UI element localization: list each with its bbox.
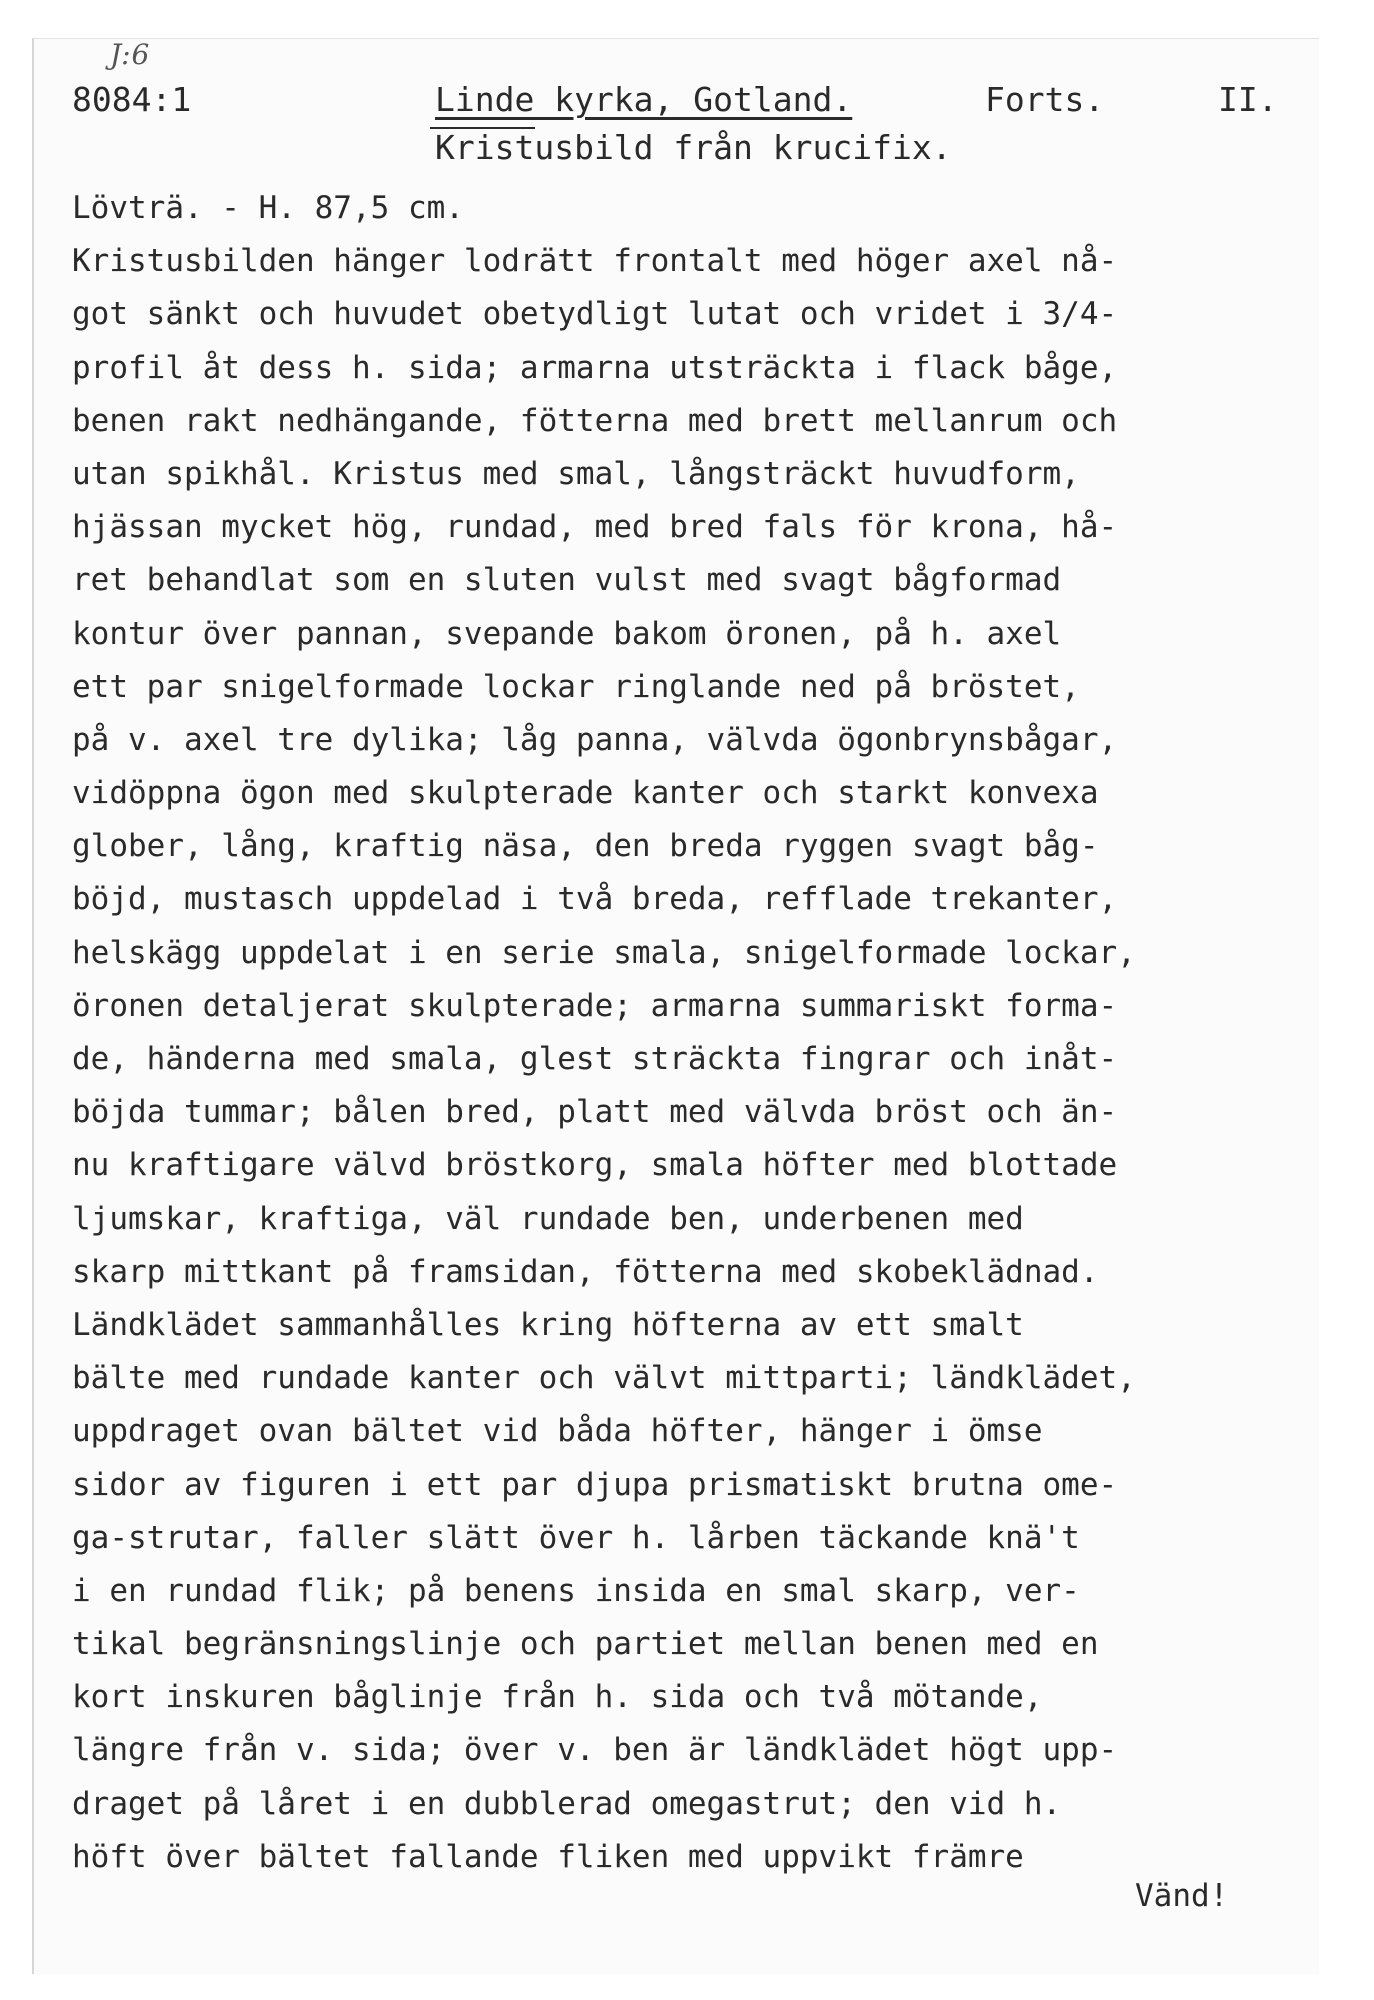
text-line: böjd, mustasch uppdelad i två breda, refflade trekanter, [72,881,1118,918]
text-line: nu kraftigare välvd bröstkorg, smala höfter med blottade [72,1147,1118,1184]
text-line: de, händerna med smala, glest sträckta fingrar och inåt- [72,1041,1118,1077]
text-line: helskägg uppdelat i en serie smala, snigelformade lockar, [72,934,1136,971]
text-line: got sänkt och huvudet obetydligt lutat och vridet i 3/4- [72,296,1118,333]
text-line: ljumskar, kraftiga, väl rundade ben, underbenen med [72,1200,1024,1237]
text-line: draget på låret i en dubblerad omegastrut; den vid h. [72,1785,1062,1822]
handwritten-note: J:6 [110,38,151,71]
text-line: kontur över pannan, svepande bakom öronen, på h. axel [72,615,1062,652]
text-line: öronen detaljerat skulpterade; armarna summariskt forma- [72,987,1118,1024]
text-line: kort inskuren båglinje från h. sida och två mötande, [72,1679,1043,1716]
text-line: uppdraget ovan bältet vid båda höfter, hänger i ömse [72,1413,1043,1450]
text-line: längre från v. sida; över v. ben är ländklädet högt upp- [72,1732,1118,1769]
text-line: sidor av figuren i ett par djupa prismatiskt brutna ome- [72,1466,1118,1503]
text-line: skarp mittkant på framsidan, fötterna med skobeklädnad. [72,1253,1099,1290]
text-line: utan spikhål. Kristus med smal, långsträckt huvudform, [72,455,1080,492]
page-subtitle: Kristusbild från krucifix. [435,128,952,167]
text-line: böjda tummar; bålen bred, platt med välvda bröst och än- [72,1094,1118,1131]
text-line: ga-strutar, faller slätt över h. lårben täckande knä't [72,1519,1080,1556]
text-line: ret behandlat som en sluten vulst med svagt bågformad [72,562,1062,599]
text-line: höft över bältet fallande fliken med uppvikt främre [72,1838,1024,1875]
text-line: profil åt dess h. sida; armarna utsträckta i flack båge, [72,349,1118,386]
text-line: Kristusbilden hänger lodrätt frontalt med höger axel nå- [72,243,1118,280]
text-line: ett par snigelformade lockar ringlande ned på bröstet, [72,668,1080,705]
continuation-label: Forts. [985,80,1105,119]
text-line: bälte med rundade kanter och välvt mittparti; ländklädet, [72,1360,1136,1397]
text-line: hjässan mycket hög, rundad, med bred fals för krona, hå- [72,509,1118,546]
text-line: Lövträ. - H. 87,5 cm. [72,190,464,226]
description-text [72,182,1302,1884]
text-line: benen rakt nedhängande, fötterna med brett mellanrum och [72,402,1118,439]
text-line: vidöppna ögon med skulpterade kanter och starkt konvexa [72,775,1099,812]
text-line: på v. axel tre dylika; låg panna, välvda ögonbrynsbågar, [72,721,1118,758]
catalog-id: 8084:1 [72,80,192,119]
text-line: Ländklädet sammanhålles kring höfterna av ett smalt [72,1306,1024,1343]
text-line: i en rundad flik; på benens insida en smal skarp, ver- [72,1572,1080,1609]
text-line: glober, lång, kraftig näsa, den breda ryggen svagt båg- [72,828,1099,865]
volume-number: II. [1218,80,1278,119]
page-title: Linde kyrka, Gotland. [435,80,853,119]
turn-page-note: Vänd! [1135,1878,1229,1914]
text-line: tikal begränsningslinje och partiet mellan benen med en [72,1626,1099,1663]
